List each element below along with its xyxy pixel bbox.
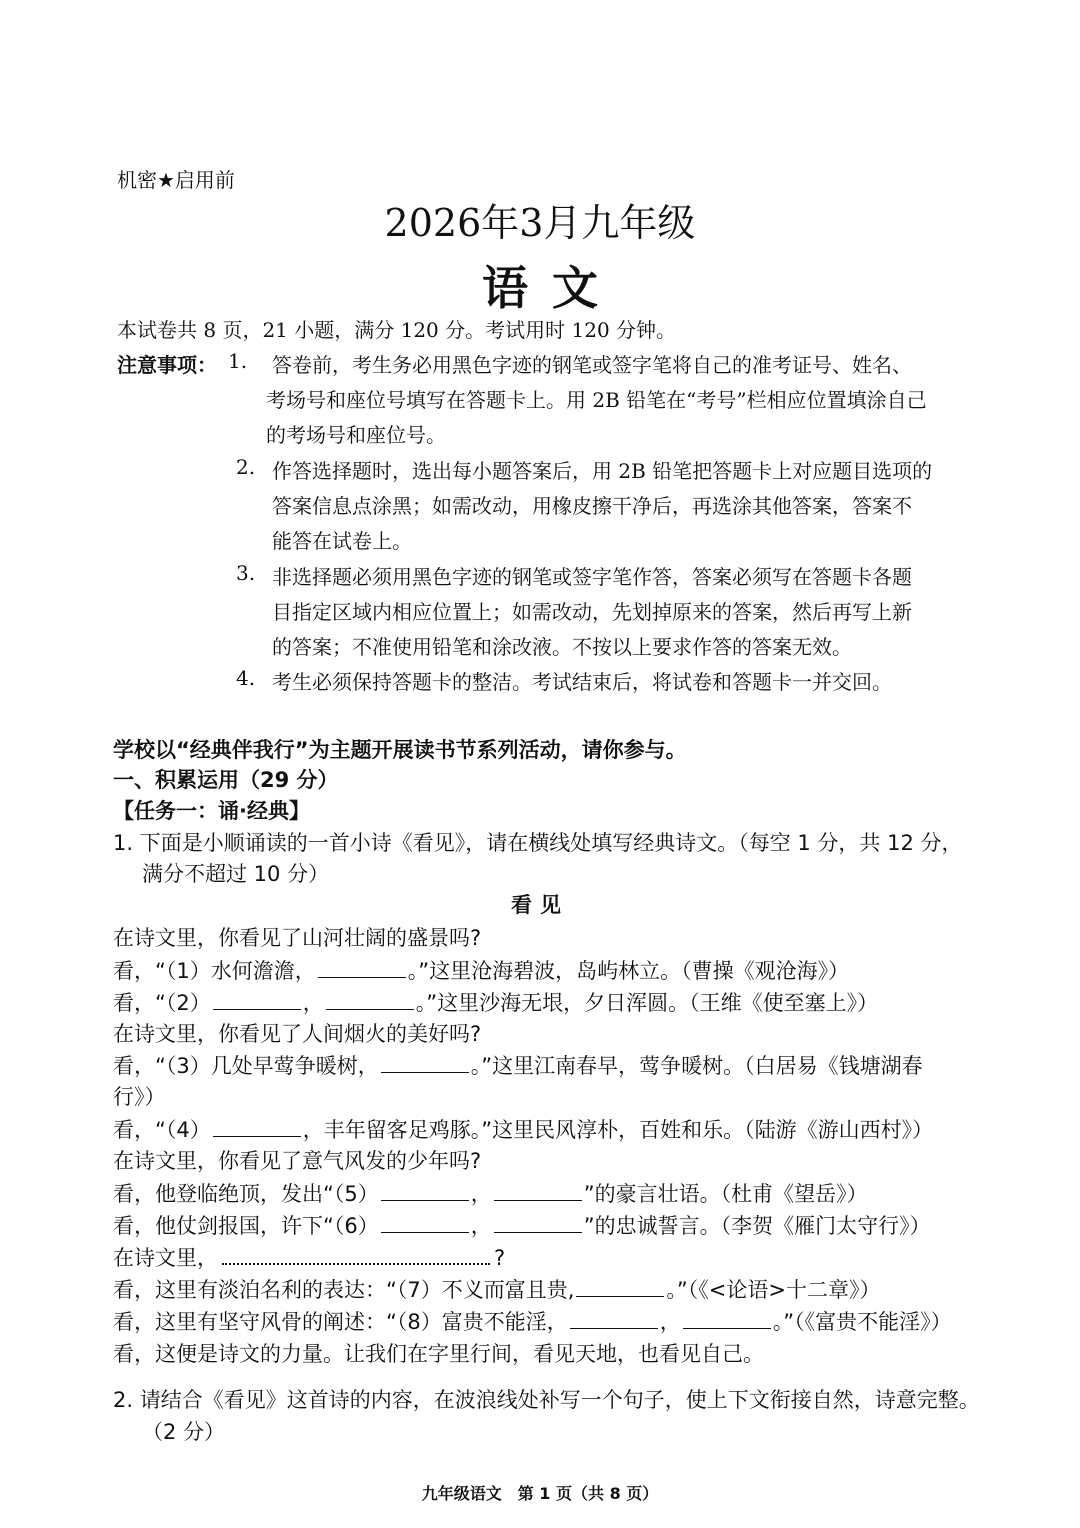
poem-line-5-a: 看，“（3）几处早莺争暖树， bbox=[113, 1054, 379, 1078]
wavy-answer-line[interactable] bbox=[222, 1243, 490, 1265]
poem-line-11-a: 在诗文里， bbox=[113, 1246, 218, 1270]
poem-line-14: 看，这便是诗文的力量。让我们在字里行间，看见天地，也看见自己。 bbox=[113, 1342, 764, 1366]
question-2-line-1: 2. 请结合《看见》这首诗的内容，在波浪线处补写一个句子，使上下文衔接自然，诗意完整。 bbox=[113, 1388, 980, 1412]
notice-2-line-2: 答案信息点涂黑；如需改动，用橡皮擦干净后，再选涂其他答案，答案不 bbox=[272, 494, 912, 518]
poem-line-7 bbox=[113, 1114, 933, 1144]
poem-line-12-a: 看，这里有淡泊名利的表达：“（7）不义而富且贵, bbox=[113, 1278, 575, 1302]
exam-intro: 本试卷共 8 页，21 小题，满分 120 分。考试用时 120 分钟。 bbox=[117, 318, 677, 342]
poem-line-11-b: ? bbox=[494, 1246, 506, 1270]
notice-2-line-1: 作答选择题时，选出每小题答案后，用 2B 铅笔把答题卡上对应题目选项的 bbox=[272, 459, 933, 483]
exam-title: 2026年3月九年级 bbox=[384, 201, 696, 245]
poem-line-3-a: 看，“（2） bbox=[113, 991, 211, 1015]
poem-line-13-a: 看，这里有坚守风骨的阐述：“（8）富贵不能淫， bbox=[113, 1310, 568, 1334]
activity-intro: 学校以“经典伴我行”为主题开展读书节系列活动，请你参与。 bbox=[113, 738, 687, 762]
poem-line-9-a: 看，他登临绝顶，发出“（5） bbox=[113, 1182, 379, 1206]
answer-blank-5b[interactable] bbox=[494, 1180, 582, 1201]
poem-line-13-b: ， bbox=[659, 1310, 681, 1334]
notice-2-num: 2. bbox=[236, 455, 256, 479]
poem-line-10-a: 看，他仗剑报国，许下“（6） bbox=[113, 1214, 379, 1238]
notice-1-line-3: 的考场号和座位号。 bbox=[266, 423, 446, 447]
notice-2-line-3: 能答在试卷上。 bbox=[272, 529, 412, 553]
poem-line-1: 在诗文里，你看见了山河壮阔的盛景吗? bbox=[113, 926, 482, 950]
poem-line-2-b: 。”这里沧海碧波，岛屿林立。（曹操《观沧海》） bbox=[407, 959, 850, 983]
poem-line-9-c: ”的豪言壮语。（杜甫《望岳》） bbox=[583, 1182, 868, 1206]
answer-blank-6a[interactable] bbox=[381, 1212, 469, 1233]
question-1-line-2: 满分不超过 10 分） bbox=[142, 862, 330, 886]
poem-line-8: 在诗文里，你看见了意气风发的少年吗? bbox=[113, 1149, 482, 1173]
poem-line-2-a: 看，“（1）水何澹澹， bbox=[113, 959, 316, 983]
poem-line-5-b: 。”这里江南春早，莺争暖树。（白居易《钱塘湖春 bbox=[470, 1054, 923, 1078]
confidential-label: 机密★启用前 bbox=[117, 168, 235, 192]
answer-blank-3[interactable] bbox=[381, 1052, 469, 1073]
poem-line-12-b: 。”（《<论语>十二章》） bbox=[666, 1278, 881, 1302]
answer-blank-2a[interactable] bbox=[213, 989, 301, 1010]
notice-3-line-2: 目指定区域内相应位置上；如需改动，先划掉原来的答案，然后再写上新 bbox=[272, 600, 912, 624]
notice-4-line-1: 考生必须保持答题卡的整洁。考试结束后，将试卷和答题卡一并交回。 bbox=[272, 670, 892, 694]
poem-line-10-c: ”的忠诚誓言。（李贺《雁门太守行》） bbox=[583, 1214, 931, 1238]
notice-1-num: 1. bbox=[228, 349, 248, 373]
answer-blank-6b[interactable] bbox=[494, 1212, 582, 1233]
section-heading: 一、积累运用（29 分） bbox=[113, 768, 339, 792]
poem-line-11 bbox=[113, 1242, 505, 1272]
answer-blank-2b[interactable] bbox=[326, 989, 414, 1010]
question-2-line-2: （2 分） bbox=[142, 1420, 226, 1444]
poem-line-5 bbox=[113, 1050, 923, 1080]
poem-line-2 bbox=[113, 955, 849, 985]
poem-line-6: 行》） bbox=[113, 1085, 166, 1109]
poem-line-9-b: ， bbox=[470, 1182, 492, 1206]
poem-line-3-b: ， bbox=[302, 991, 324, 1015]
poem-line-12 bbox=[113, 1274, 881, 1304]
poem-line-13-c: 。”（《富贵不能淫》） bbox=[772, 1310, 952, 1334]
notice-label: 注意事项： bbox=[117, 353, 217, 377]
poem-line-7-b: ，丰年留客足鸡豚。”这里民风淳朴，百姓和乐。（陆游《游山西村》） bbox=[302, 1118, 934, 1142]
poem-line-10 bbox=[113, 1210, 931, 1240]
question-1-line-1: 1. 下面是小顺诵读的一首小诗《看见》，请在横线处填写经典诗文。（每空 1 分，共 12 分， bbox=[113, 831, 963, 855]
answer-blank-1[interactable] bbox=[318, 957, 406, 978]
notice-1-line-2: 考场号和座位号填写在答题卡上。用 2B 铅笔在“考号”栏相应位置填涂自己 bbox=[266, 388, 927, 412]
answer-blank-5a[interactable] bbox=[381, 1180, 469, 1201]
poem-line-7-a: 看，“（4） bbox=[113, 1118, 211, 1142]
poem-line-9 bbox=[113, 1178, 868, 1208]
answer-blank-7[interactable] bbox=[576, 1276, 664, 1297]
notice-4-num: 4. bbox=[236, 666, 256, 690]
page-footer: 九年级语文 第 1 页（共 8 页） bbox=[421, 1484, 659, 1503]
poem-line-3 bbox=[113, 987, 878, 1017]
answer-blank-4[interactable] bbox=[213, 1116, 301, 1137]
poem-line-10-b: ， bbox=[470, 1214, 492, 1238]
notice-3-line-3: 的答案；不准使用铅笔和涂改液。不按以上要求作答的答案无效。 bbox=[272, 635, 852, 659]
poem-line-4: 在诗文里，你看见了人间烟火的美好吗? bbox=[113, 1022, 482, 1046]
answer-blank-8b[interactable] bbox=[683, 1308, 771, 1329]
notice-3-line-1: 非选择题必须用黑色字迹的钢笔或签字笔作答，答案必须写在答题卡各题 bbox=[272, 565, 912, 589]
notice-3-num: 3. bbox=[236, 561, 256, 585]
poem-line-3-c: 。”这里沙海无垠，夕日浑圆。（王维《使至塞上》） bbox=[415, 991, 879, 1015]
poem-line-13 bbox=[113, 1306, 952, 1336]
answer-blank-8a[interactable] bbox=[570, 1308, 658, 1329]
poem-title: 看见 bbox=[511, 893, 569, 917]
notice-1-line-1: 答卷前，考生务必用黑色字迹的钢笔或签字笔将自己的准考证号、姓名、 bbox=[272, 353, 912, 377]
task-heading: 【任务一：诵·经典】 bbox=[113, 799, 310, 823]
subject-title: 语文 bbox=[482, 261, 622, 315]
